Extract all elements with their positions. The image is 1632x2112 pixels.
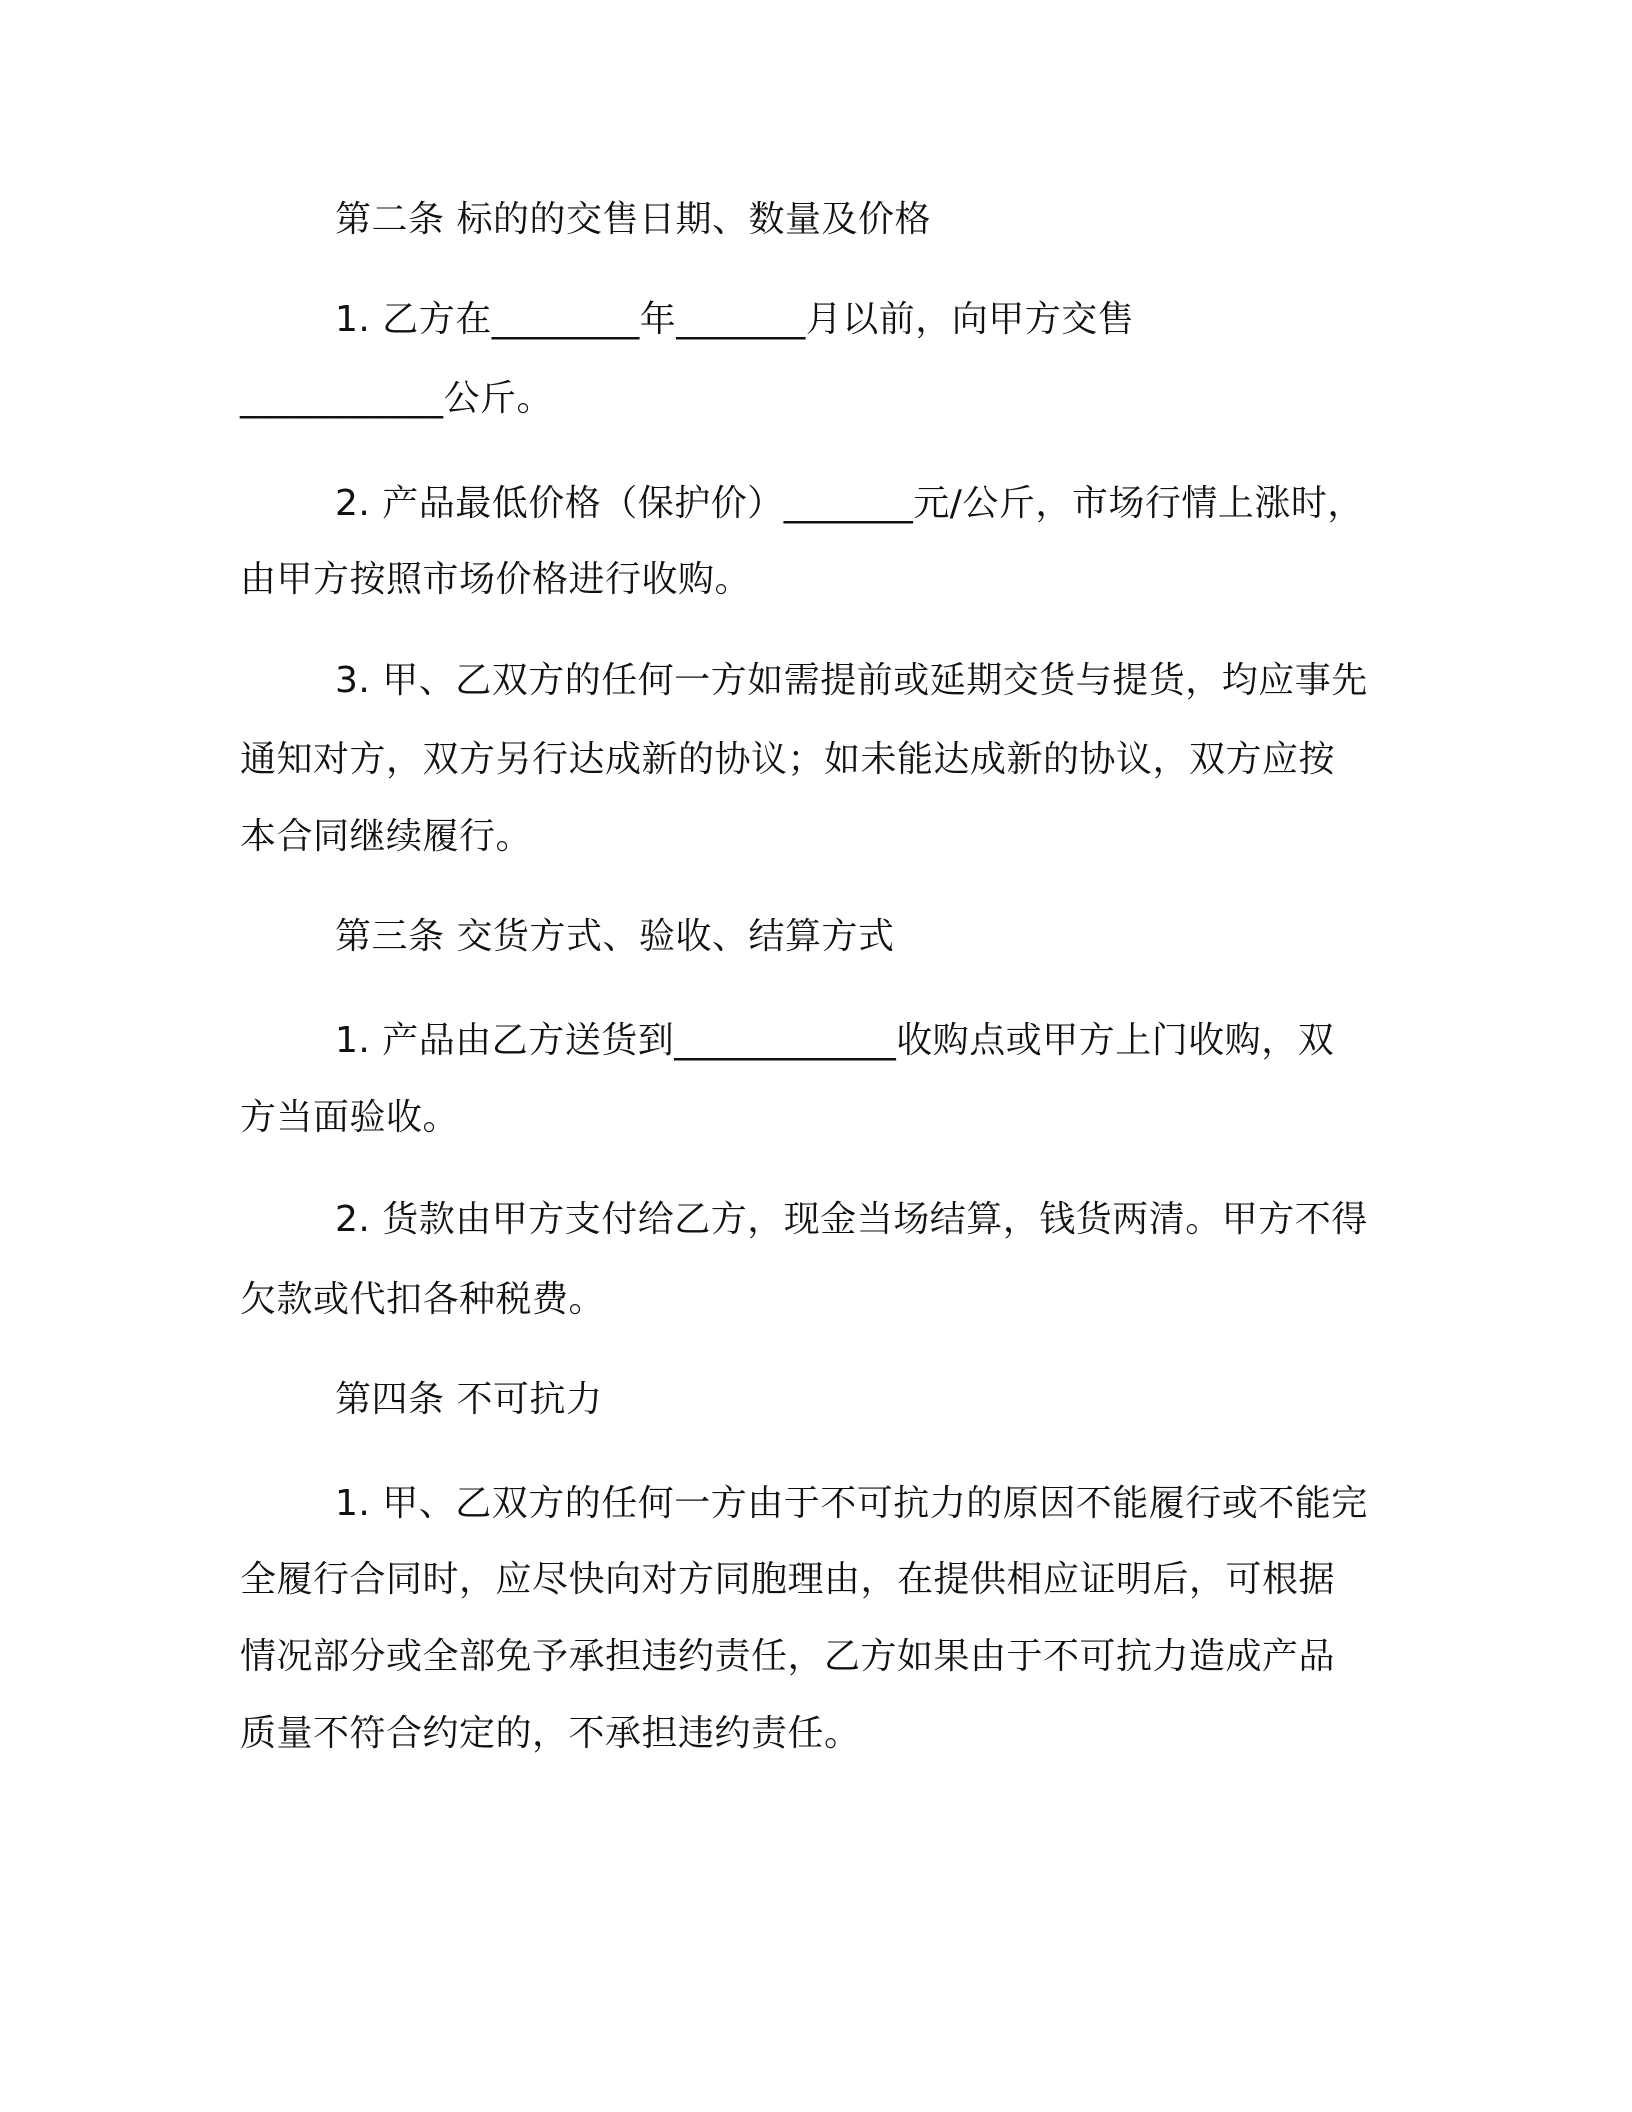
article-2-clause-1-line-2: ___________公斤。 xyxy=(240,378,554,419)
article-3-clause-1-line-2: 方当面验收。 xyxy=(240,1097,460,1138)
article-3-clause-2-line-2: 欠款或代扣各种税费。 xyxy=(240,1279,606,1320)
article-3-clause-1-line-1: 1. 产品由乙方送货到____________收购点或甲方上门收购，双 xyxy=(335,1020,1335,1061)
article-3-heading: 第三条 交货方式、验收、结算方式 xyxy=(335,916,895,957)
article-4-clause-1-line-1: 1. 甲、乙双方的任何一方由于不可抗力的原因不能履行或不能完 xyxy=(335,1483,1368,1524)
article-2-clause-3-line-3: 本合同继续履行。 xyxy=(240,816,533,857)
article-4-heading: 第四条 不可抗力 xyxy=(335,1379,603,1420)
article-2-clause-1-line-1: 1. 乙方在________年_______月以前，向甲方交售 xyxy=(335,299,1135,340)
article-3-clause-2-line-1: 2. 货款由甲方支付给乙方，现金当场结算，钱货两清。甲方不得 xyxy=(335,1199,1368,1240)
article-4-clause-1-line-3: 情况部分或全部免予承担违约责任，乙方如果由于不可抗力造成产品 xyxy=(240,1636,1336,1677)
article-2-clause-3-line-2: 通知对方，双方另行达成新的协议；如未能达成新的协议，双方应按 xyxy=(240,739,1336,780)
article-2-heading: 第二条 标的的交售日期、数量及价格 xyxy=(335,199,931,240)
article-4-clause-1-line-4: 质量不符合约定的，不承担违约责任。 xyxy=(240,1713,861,1754)
article-2-clause-2-line-2: 由甲方按照市场价格进行收购。 xyxy=(240,559,752,600)
article-2-clause-2-line-1: 2. 产品最低价格（保护价）_______元/公斤，市场行情上涨时， xyxy=(335,483,1364,524)
article-2-clause-3-line-1: 3. 甲、乙双方的任何一方如需提前或延期交货与提货，均应事先 xyxy=(335,660,1368,701)
article-4-clause-1-line-2: 全履行合同时，应尽快向对方同胞理由，在提供相应证明后，可根据 xyxy=(240,1559,1336,1600)
